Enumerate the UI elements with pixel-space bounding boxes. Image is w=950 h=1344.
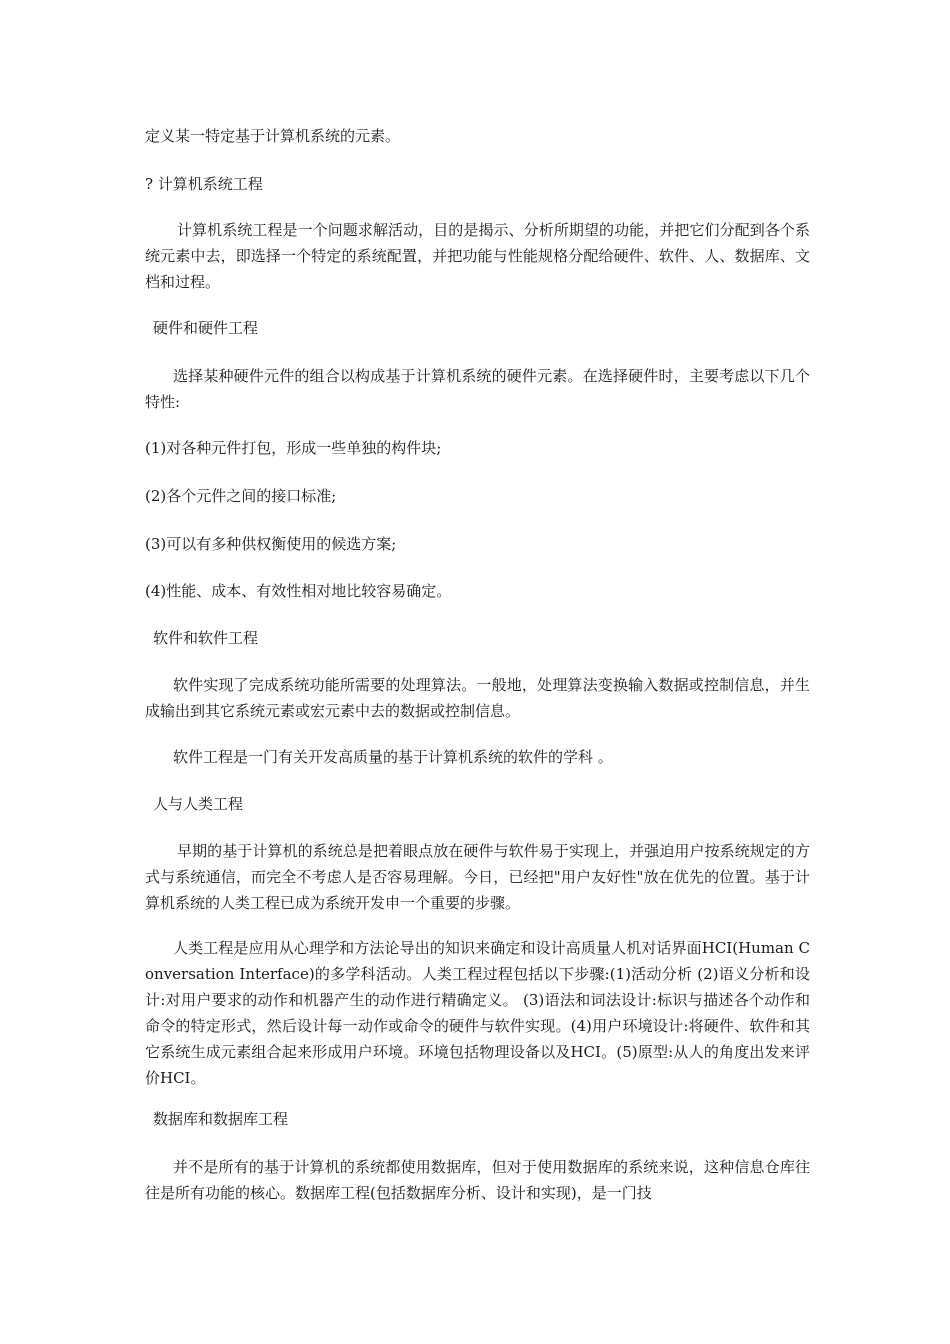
computer-system-engineering-paragraph: 计算机系统工程是一个问题求解活动，目的是揭示、分析所期望的功能，并把它们分配到各个系统元素中去，即选择一个特定的系统配置，并把功能与性能规格分配给硬件、软件、人、数据库、文档和过程。 (145, 221, 810, 291)
section-heading-hardware-engineering: 硬件和硬件工程 (153, 319, 259, 337)
human-engineering-paragraph-2: 人类工程是应用从心理学和方法论导出的知识来确定和设计高质量人机对话界面HCI(Human Conversation Interface)的多学科活动。人类工程过程包括以下步骤:(1)活动分析 (2)语义分析和设计:对用户要求的动作和机器产生的动作进行精确定义。 (3)语法和词法设计:标识与描述各个动作和命令的特定形式，然后设计每一动作或命令的硬件与软件实现。(4)用户环境设计:将硬件、软件和其它系统生成元素组合起来形成用户环境。环境包括物理设备以及HCI。(5)原型:从人的角度出发来评价HCI。 (145, 939, 810, 1087)
human-engineering-paragraph-1: 早期的基于计算机的系统总是把着眼点放在硬件与软件易于实现上，并强迫用户按系统规定的方式与系统通信，而完全不考虑人是否容易理解。今日，已经把"用户友好性"放在优先的位置。基于计算机系统的人类工程已成为系统开发申一个重要的步骤。 (145, 842, 810, 912)
hardware-list-item-2: (2)各个元件之间的接口标准; (145, 487, 337, 505)
hardware-list-item-3: (3)可以有多种供权衡使用的候选方案; (145, 535, 397, 553)
intro-paragraph: 定义某一特定基于计算机系统的元素。 (145, 127, 401, 145)
hardware-paragraph: 选择某种硬件元件的组合以构成基于计算机系统的硬件元素。在选择硬件时，主要考虑以下几个特性: (145, 367, 810, 411)
section-heading-software-engineering: 软件和软件工程 (153, 629, 259, 647)
section-heading-database-engineering: 数据库和数据库工程 (153, 1110, 289, 1128)
software-paragraph-1: 软件实现了完成系统功能所需要的处理算法。一般地，处理算法变换输入数据或控制信息，并生成输出到其它系统元素或宏元素中去的数据或控制信息。 (145, 676, 810, 720)
software-paragraph-2: 软件工程是一门有关开发高质量的基于计算机系统的软件的学科 。 (173, 748, 613, 766)
hardware-list-item-4: (4)性能、成本、有效性相对地比较容易确定。 (145, 582, 452, 600)
hardware-list-item-1: (1)对各种元件打包，形成一些单独的构件块; (145, 439, 442, 457)
section-heading-computer-system-engineering: ? 计算机系统工程 (145, 175, 263, 193)
database-paragraph: 并不是所有的基于计算机的系统都使用数据库，但对于使用数据库的系统来说，这种信息仓库往往是所有功能的核心。数据库工程(包括数据库分析、设计和实现)，是一门技 (145, 1158, 810, 1202)
section-heading-human-engineering: 人与人类工程 (153, 795, 244, 813)
